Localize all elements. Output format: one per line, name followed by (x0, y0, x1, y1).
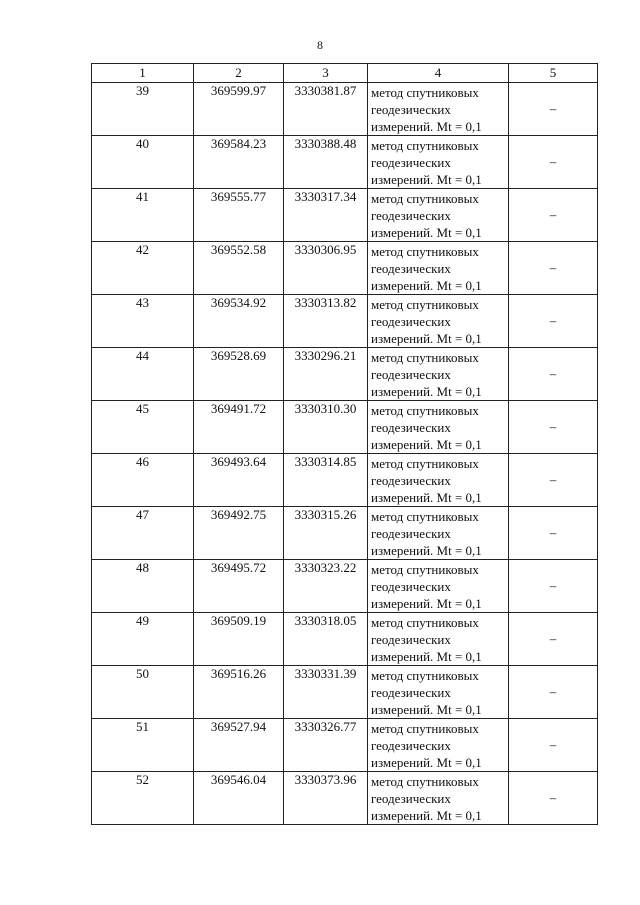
table-row (92, 136, 598, 189)
note-cell: – (509, 348, 598, 401)
method-text-line: метод спутниковых (371, 615, 479, 630)
method-text-line: метод спутниковых (371, 509, 479, 524)
method-text-line: измерений. Mt = 0,1 (371, 384, 482, 399)
method-cell (368, 189, 509, 242)
page-number: 8 (317, 38, 323, 52)
table-row (92, 348, 598, 401)
point-number-cell: 50 (92, 666, 194, 719)
note-cell: – (509, 136, 598, 189)
point-number-cell: 49 (92, 613, 194, 666)
method-cell (368, 613, 509, 666)
x-coordinate-cell: 369552.58 (194, 242, 284, 295)
method-text-line: геодезических (371, 102, 451, 117)
note-cell: – (509, 666, 598, 719)
method-text-line: измерений. Mt = 0,1 (371, 649, 482, 664)
method-text-line: измерений. Mt = 0,1 (371, 702, 482, 717)
method-text-line: геодезических (371, 420, 451, 435)
method-text-line: измерений. Mt = 0,1 (371, 278, 482, 293)
y-coordinate-cell: 3330310.30 (284, 401, 368, 454)
table-row (92, 295, 598, 348)
y-coordinate-cell: 3330331.39 (284, 666, 368, 719)
table-row (92, 507, 598, 560)
method-cell (368, 295, 509, 348)
x-coordinate-cell: 369555.77 (194, 189, 284, 242)
y-coordinate-cell: 3330323.22 (284, 560, 368, 613)
x-coordinate-cell: 369495.72 (194, 560, 284, 613)
method-cell (368, 507, 509, 560)
y-coordinate-cell: 3330388.48 (284, 136, 368, 189)
method-text-line: метод спутниковых (371, 403, 479, 418)
table-row (92, 401, 598, 454)
method-text-line: геодезических (371, 579, 451, 594)
column-header: 4 (368, 64, 509, 83)
note-cell: – (509, 189, 598, 242)
point-number-cell: 46 (92, 454, 194, 507)
table-row (92, 666, 598, 719)
method-text-line: геодезических (371, 738, 451, 753)
method-text-line: метод спутниковых (371, 85, 479, 100)
method-text-line: метод спутниковых (371, 774, 479, 789)
point-number-cell: 43 (92, 295, 194, 348)
method-text-line: метод спутниковых (371, 350, 479, 365)
table-row (92, 560, 598, 613)
point-number-cell: 44 (92, 348, 194, 401)
method-text-line: измерений. Mt = 0,1 (371, 225, 482, 240)
x-coordinate-cell: 369528.69 (194, 348, 284, 401)
method-text-line: геодезических (371, 261, 451, 276)
method-text-line: метод спутниковых (371, 562, 479, 577)
note-cell: – (509, 613, 598, 666)
note-cell: – (509, 454, 598, 507)
point-number-cell: 47 (92, 507, 194, 560)
method-text-line: метод спутниковых (371, 138, 479, 153)
y-coordinate-cell: 3330373.96 (284, 772, 368, 825)
x-coordinate-cell: 369491.72 (194, 401, 284, 454)
method-cell (368, 242, 509, 295)
column-header: 3 (284, 64, 368, 83)
table-row (92, 719, 598, 772)
method-text-line: измерений. Mt = 0,1 (371, 490, 482, 505)
y-coordinate-cell: 3330306.95 (284, 242, 368, 295)
y-coordinate-cell: 3330314.85 (284, 454, 368, 507)
method-cell (368, 136, 509, 189)
method-text-line: геодезических (371, 314, 451, 329)
x-coordinate-cell: 369509.19 (194, 613, 284, 666)
y-coordinate-cell: 3330318.05 (284, 613, 368, 666)
x-coordinate-cell: 369534.92 (194, 295, 284, 348)
method-cell (368, 719, 509, 772)
method-text-line: измерений. Mt = 0,1 (371, 543, 482, 558)
method-text-line: геодезических (371, 155, 451, 170)
method-text-line: метод спутниковых (371, 721, 479, 736)
table-row (92, 242, 598, 295)
note-cell: – (509, 507, 598, 560)
y-coordinate-cell: 3330381.87 (284, 83, 368, 136)
y-coordinate-cell: 3330313.82 (284, 295, 368, 348)
method-text-line: метод спутниковых (371, 297, 479, 312)
method-text-line: метод спутниковых (371, 668, 479, 683)
note-cell: – (509, 83, 598, 136)
table-header-row (92, 64, 598, 83)
point-number-cell: 39 (92, 83, 194, 136)
x-coordinate-cell: 369493.64 (194, 454, 284, 507)
note-cell: – (509, 242, 598, 295)
y-coordinate-cell: 3330315.26 (284, 507, 368, 560)
table-row (92, 189, 598, 242)
x-coordinate-cell: 369516.26 (194, 666, 284, 719)
point-number-cell: 52 (92, 772, 194, 825)
method-cell (368, 83, 509, 136)
note-cell: – (509, 295, 598, 348)
point-number-cell: 41 (92, 189, 194, 242)
method-text-line: измерений. Mt = 0,1 (371, 808, 482, 823)
method-text-line: измерений. Mt = 0,1 (371, 437, 482, 452)
y-coordinate-cell: 3330317.34 (284, 189, 368, 242)
method-text-line: геодезических (371, 632, 451, 647)
x-coordinate-cell: 369492.75 (194, 507, 284, 560)
method-text-line: измерений. Mt = 0,1 (371, 119, 482, 134)
method-text-line: измерений. Mt = 0,1 (371, 755, 482, 770)
method-cell (368, 560, 509, 613)
method-text-line: измерений. Mt = 0,1 (371, 596, 482, 611)
point-number-cell: 48 (92, 560, 194, 613)
point-number-cell: 51 (92, 719, 194, 772)
method-text-line: геодезических (371, 791, 451, 806)
method-text-line: геодезических (371, 208, 451, 223)
method-text-line: измерений. Mt = 0,1 (371, 331, 482, 346)
x-coordinate-cell: 369546.04 (194, 772, 284, 825)
column-header: 1 (92, 64, 194, 83)
method-cell (368, 348, 509, 401)
point-number-cell: 45 (92, 401, 194, 454)
point-number-cell: 42 (92, 242, 194, 295)
method-text-line: геодезических (371, 367, 451, 382)
method-text-line: геодезических (371, 473, 451, 488)
method-cell (368, 772, 509, 825)
method-text-line: измерений. Mt = 0,1 (371, 172, 482, 187)
table-row (92, 613, 598, 666)
y-coordinate-cell: 3330296.21 (284, 348, 368, 401)
x-coordinate-cell: 369599.97 (194, 83, 284, 136)
method-cell (368, 454, 509, 507)
note-cell: – (509, 560, 598, 613)
column-header: 2 (194, 64, 284, 83)
table-row (92, 454, 598, 507)
method-cell (368, 401, 509, 454)
method-text-line: метод спутниковых (371, 456, 479, 471)
note-cell: – (509, 401, 598, 454)
table-body (92, 83, 598, 825)
method-text-line: геодезических (371, 685, 451, 700)
note-cell: – (509, 772, 598, 825)
note-cell: – (509, 719, 598, 772)
method-text-line: геодезических (371, 526, 451, 541)
method-text-line: метод спутниковых (371, 244, 479, 259)
column-header: 5 (509, 64, 598, 83)
table-row (92, 83, 598, 136)
point-number-cell: 40 (92, 136, 194, 189)
coordinates-table (91, 63, 598, 825)
method-cell (368, 666, 509, 719)
y-coordinate-cell: 3330326.77 (284, 719, 368, 772)
table-row (92, 772, 598, 825)
method-text-line: метод спутниковых (371, 191, 479, 206)
x-coordinate-cell: 369527.94 (194, 719, 284, 772)
x-coordinate-cell: 369584.23 (194, 136, 284, 189)
